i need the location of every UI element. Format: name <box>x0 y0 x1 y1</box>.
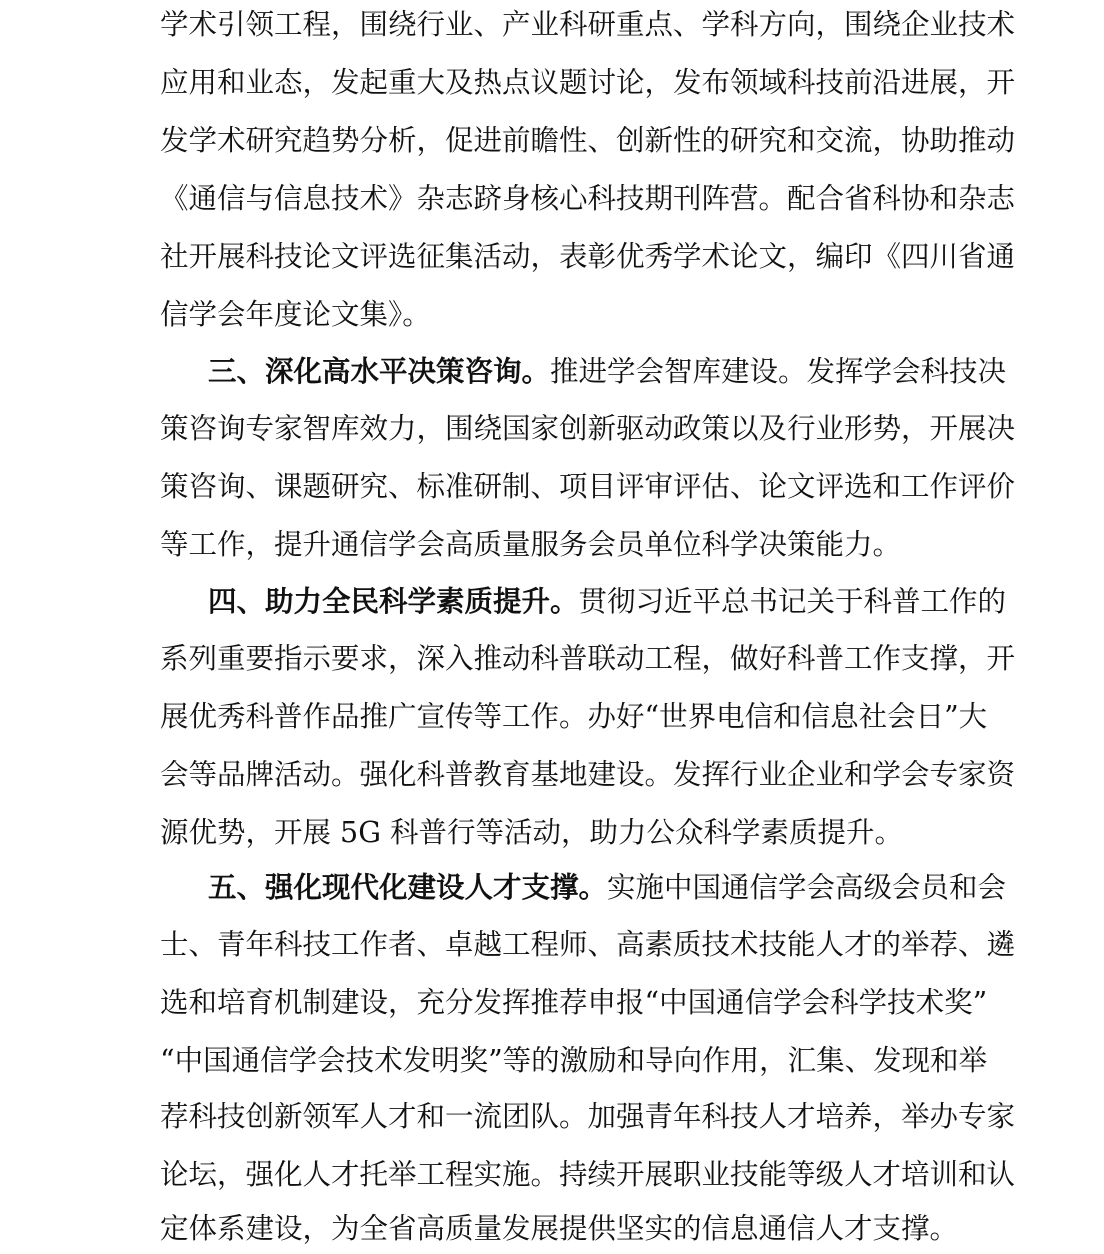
paragraph-line: 选和培育机制建设，充分发挥推荐申报“中国通信学会科学技术奖” <box>160 986 988 1019</box>
paragraph-line: 学术引领工程，围绕行业、产业科研重点、学科方向，围绕企业技术 <box>160 8 1016 41</box>
paragraph-line: 源优势，开展 5G 科普行等活动，助力公众科学素质提升。 <box>160 816 904 849</box>
paragraph-line: 定体系建设，为全省高质量发展提供坚实的信息通信人才支撑。 <box>160 1212 959 1245</box>
paragraph-line: 策咨询专家智库效力，围绕国家创新驱动政策以及行业形势，开展决 <box>160 412 1016 445</box>
section-3-heading: 三、深化高水平决策咨询。 <box>208 354 551 388</box>
paragraph-line: 会等品牌活动。强化科普教育基地建设。发挥行业企业和学会专家资 <box>160 758 1016 791</box>
section-3-first-line-text: 推进学会智库建设。发挥学会科技决 <box>550 355 1007 388</box>
section-5-first-line <box>208 868 1007 906</box>
paragraph-line: 发学术研究趋势分析，促进前瞻性、创新性的研究和交流，协助推动 <box>160 124 1016 157</box>
paragraph-line: “中国通信学会技术发明奖”等的激励和导向作用，汇集、发现和举 <box>160 1044 988 1077</box>
section-5-first-line-text: 实施中国通信学会高级会员和会 <box>607 871 1007 904</box>
paragraph-line: 应用和业态，发起重大及热点议题讨论，发布领域科技前沿进展，开 <box>160 66 1016 99</box>
paragraph-line: 士、青年科技工作者、卓越工程师、高素质技术技能人才的举荐、遴 <box>160 928 1016 961</box>
section-4-first-line <box>208 582 1007 620</box>
paragraph-line: 系列重要指示要求，深入推动科普联动工程，做好科普工作支撑，开 <box>160 642 1016 675</box>
paragraph-line: 信学会年度论文集》。 <box>160 298 431 331</box>
paragraph-line: 荐科技创新领军人才和一流团队。加强青年科技人才培养，举办专家 <box>160 1100 1016 1133</box>
paragraph-line: 论坛，强化人才托举工程实施。持续开展职业技能等级人才培训和认 <box>160 1158 1016 1191</box>
section-3-first-line <box>208 352 1007 390</box>
paragraph-line: 策咨询、课题研究、标准研制、项目评审评估、论文评选和工作评价 <box>160 470 1016 503</box>
section-4-heading: 四、助力全民科学素质提升。 <box>208 584 579 618</box>
paragraph-line: 等工作，提升通信学会高质量服务会员单位科学决策能力。 <box>160 528 902 561</box>
paragraph-line: 社开展科技论文评选征集活动，表彰优秀学术论文，编印《四川省通 <box>160 240 1016 273</box>
paragraph-line: 《通信与信息技术》杂志跻身核心科技期刊阵营。配合省科协和杂志 <box>160 182 1016 215</box>
paragraph-line: 展优秀科普作品推广宣传等工作。办好“世界电信和信息社会日”大 <box>160 700 988 733</box>
section-5-heading: 五、强化现代化建设人才支撑。 <box>208 870 608 904</box>
section-4-first-line-text: 贯彻习近平总书记关于科普工作的 <box>578 585 1007 618</box>
